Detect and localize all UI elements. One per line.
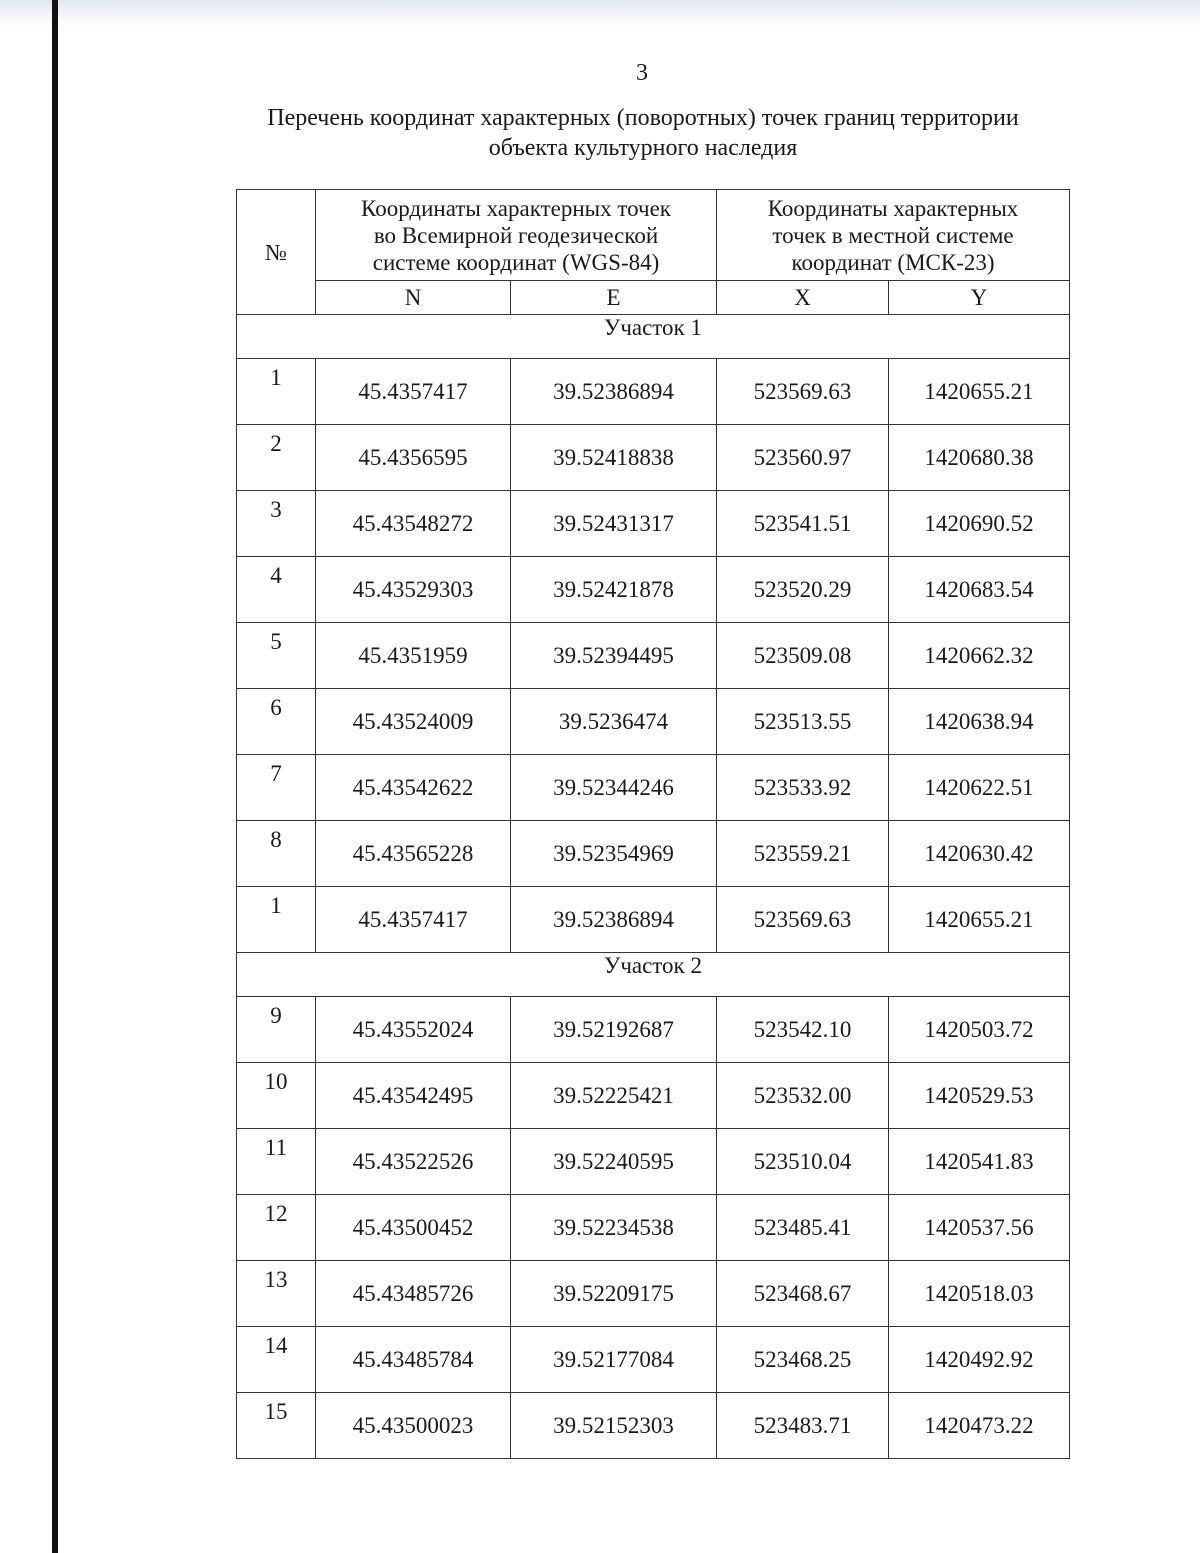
point-number-cell: 1 [237,887,316,953]
wgs84-e-cell: 39.52234538 [511,1195,717,1261]
point-number-cell: 4 [237,557,316,623]
wgs84-e-cell: 39.52177084 [511,1327,717,1393]
msk23-y-cell: 1420655.21 [889,359,1070,425]
msk23-x-cell: 523513.55 [717,689,889,755]
msk23-y-cell: 1420541.83 [889,1129,1070,1195]
table-row [237,1327,1070,1393]
table-row [237,623,1070,689]
wgs84-e-cell: 39.5236474 [511,689,717,755]
subheader-y: Y [889,281,1070,315]
table-row [237,1195,1070,1261]
msk23-x-cell: 523510.04 [717,1129,889,1195]
table-row [237,359,1070,425]
table-row [237,1393,1070,1459]
msk23-y-cell: 1420622.51 [889,755,1070,821]
table-row [237,997,1070,1063]
header-number: № [237,190,316,315]
msk23-y-cell: 1420518.03 [889,1261,1070,1327]
msk23-x-cell: 523532.00 [717,1063,889,1129]
msk23-x-cell: 523485.41 [717,1195,889,1261]
wgs84-n-cell: 45.43565228 [316,821,511,887]
scan-top-shading [0,0,1200,30]
table-row [237,755,1070,821]
wgs84-n-cell: 45.43500023 [316,1393,511,1459]
section-title: Участок 1 [237,315,1070,359]
section-row [237,315,1070,359]
table-row [237,1063,1070,1129]
msk23-y-cell: 1420473.22 [889,1393,1070,1459]
table-row [237,425,1070,491]
msk23-x-cell: 523569.63 [717,359,889,425]
msk23-x-cell: 523569.63 [717,887,889,953]
wgs84-e-cell: 39.52431317 [511,491,717,557]
table-row [237,887,1070,953]
header-msk23-line: Координаты характерных [767,195,1019,221]
section-title: Участок 2 [237,953,1070,997]
msk23-x-cell: 523483.71 [717,1393,889,1459]
point-number-cell: 6 [237,689,316,755]
table-row [237,1129,1070,1195]
table-row [237,557,1070,623]
wgs84-e-cell: 39.52418838 [511,425,717,491]
msk23-y-cell: 1420662.32 [889,623,1070,689]
msk23-y-cell: 1420630.42 [889,821,1070,887]
msk23-y-cell: 1420529.53 [889,1063,1070,1129]
point-number-cell: 15 [237,1393,316,1459]
wgs84-e-cell: 39.52354969 [511,821,717,887]
wgs84-e-cell: 39.52394495 [511,623,717,689]
wgs84-n-cell: 45.43542622 [316,755,511,821]
wgs84-e-cell: 39.52240595 [511,1129,717,1195]
wgs84-n-cell: 45.43529303 [316,557,511,623]
header-wgs84 [316,190,717,281]
subheader-e: E [511,281,717,315]
subheader-row [237,281,1070,315]
header-wgs84-line: системе координат (WGS-84) [372,249,660,275]
page-number: 3 [636,60,648,86]
point-number-cell: 9 [237,997,316,1063]
wgs84-n-cell: 45.43485726 [316,1261,511,1327]
wgs84-e-cell: 39.52225421 [511,1063,717,1129]
document-title [200,103,1086,163]
wgs84-n-cell: 45.4356595 [316,425,511,491]
msk23-x-cell: 523468.25 [717,1327,889,1393]
scan-left-edge [52,0,58,1553]
msk23-y-cell: 1420638.94 [889,689,1070,755]
wgs84-e-cell: 39.52386894 [511,887,717,953]
wgs84-n-cell: 45.4357417 [316,359,511,425]
point-number-cell: 7 [237,755,316,821]
msk23-y-cell: 1420492.92 [889,1327,1070,1393]
wgs84-n-cell: 45.43500452 [316,1195,511,1261]
wgs84-e-cell: 39.52344246 [511,755,717,821]
point-number-cell: 3 [237,491,316,557]
header-msk23 [717,190,1070,281]
msk23-y-cell: 1420683.54 [889,557,1070,623]
table-row [237,1261,1070,1327]
table-row [237,689,1070,755]
document-title-line: Перечень координат характерных (поворотных) точек границ территории [267,105,1019,131]
wgs84-n-cell: 45.43522526 [316,1129,511,1195]
coordinates-table [236,189,1070,1459]
wgs84-n-cell: 45.43524009 [316,689,511,755]
wgs84-n-cell: 45.43542495 [316,1063,511,1129]
msk23-x-cell: 523560.97 [717,425,889,491]
wgs84-e-cell: 39.52386894 [511,359,717,425]
msk23-y-cell: 1420690.52 [889,491,1070,557]
header-msk23-line: точек в местной системе [772,222,1014,248]
wgs84-e-cell: 39.52421878 [511,557,717,623]
header-msk23-line: координат (МСК-23) [791,249,995,275]
point-number-cell: 5 [237,623,316,689]
msk23-x-cell: 523533.92 [717,755,889,821]
msk23-x-cell: 523542.10 [717,997,889,1063]
wgs84-n-cell: 45.43552024 [316,997,511,1063]
table-row [237,821,1070,887]
header-wgs84-line: Координаты характерных точек [361,195,671,221]
point-number-cell: 8 [237,821,316,887]
point-number-cell: 12 [237,1195,316,1261]
msk23-x-cell: 523520.29 [717,557,889,623]
msk23-y-cell: 1420537.56 [889,1195,1070,1261]
point-number-cell: 14 [237,1327,316,1393]
document-title-line: объекта культурного наследия [488,135,798,161]
msk23-y-cell: 1420655.21 [889,887,1070,953]
msk23-x-cell: 523468.67 [717,1261,889,1327]
wgs84-n-cell: 45.43548272 [316,491,511,557]
msk23-y-cell: 1420503.72 [889,997,1070,1063]
point-number-cell: 13 [237,1261,316,1327]
header-row [237,190,1070,281]
point-number-cell: 11 [237,1129,316,1195]
wgs84-e-cell: 39.52192687 [511,997,717,1063]
msk23-x-cell: 523541.51 [717,491,889,557]
header-wgs84-line: во Всемирной геодезической [373,222,659,248]
wgs84-e-cell: 39.52152303 [511,1393,717,1459]
msk23-x-cell: 523509.08 [717,623,889,689]
subheader-n: N [316,281,511,315]
wgs84-n-cell: 45.4357417 [316,887,511,953]
subheader-x: X [717,281,889,315]
wgs84-n-cell: 45.4351959 [316,623,511,689]
point-number-cell: 2 [237,425,316,491]
msk23-y-cell: 1420680.38 [889,425,1070,491]
wgs84-n-cell: 45.43485784 [316,1327,511,1393]
section-row [237,953,1070,997]
table-row [237,491,1070,557]
msk23-x-cell: 523559.21 [717,821,889,887]
wgs84-e-cell: 39.52209175 [511,1261,717,1327]
point-number-cell: 10 [237,1063,316,1129]
point-number-cell: 1 [237,359,316,425]
